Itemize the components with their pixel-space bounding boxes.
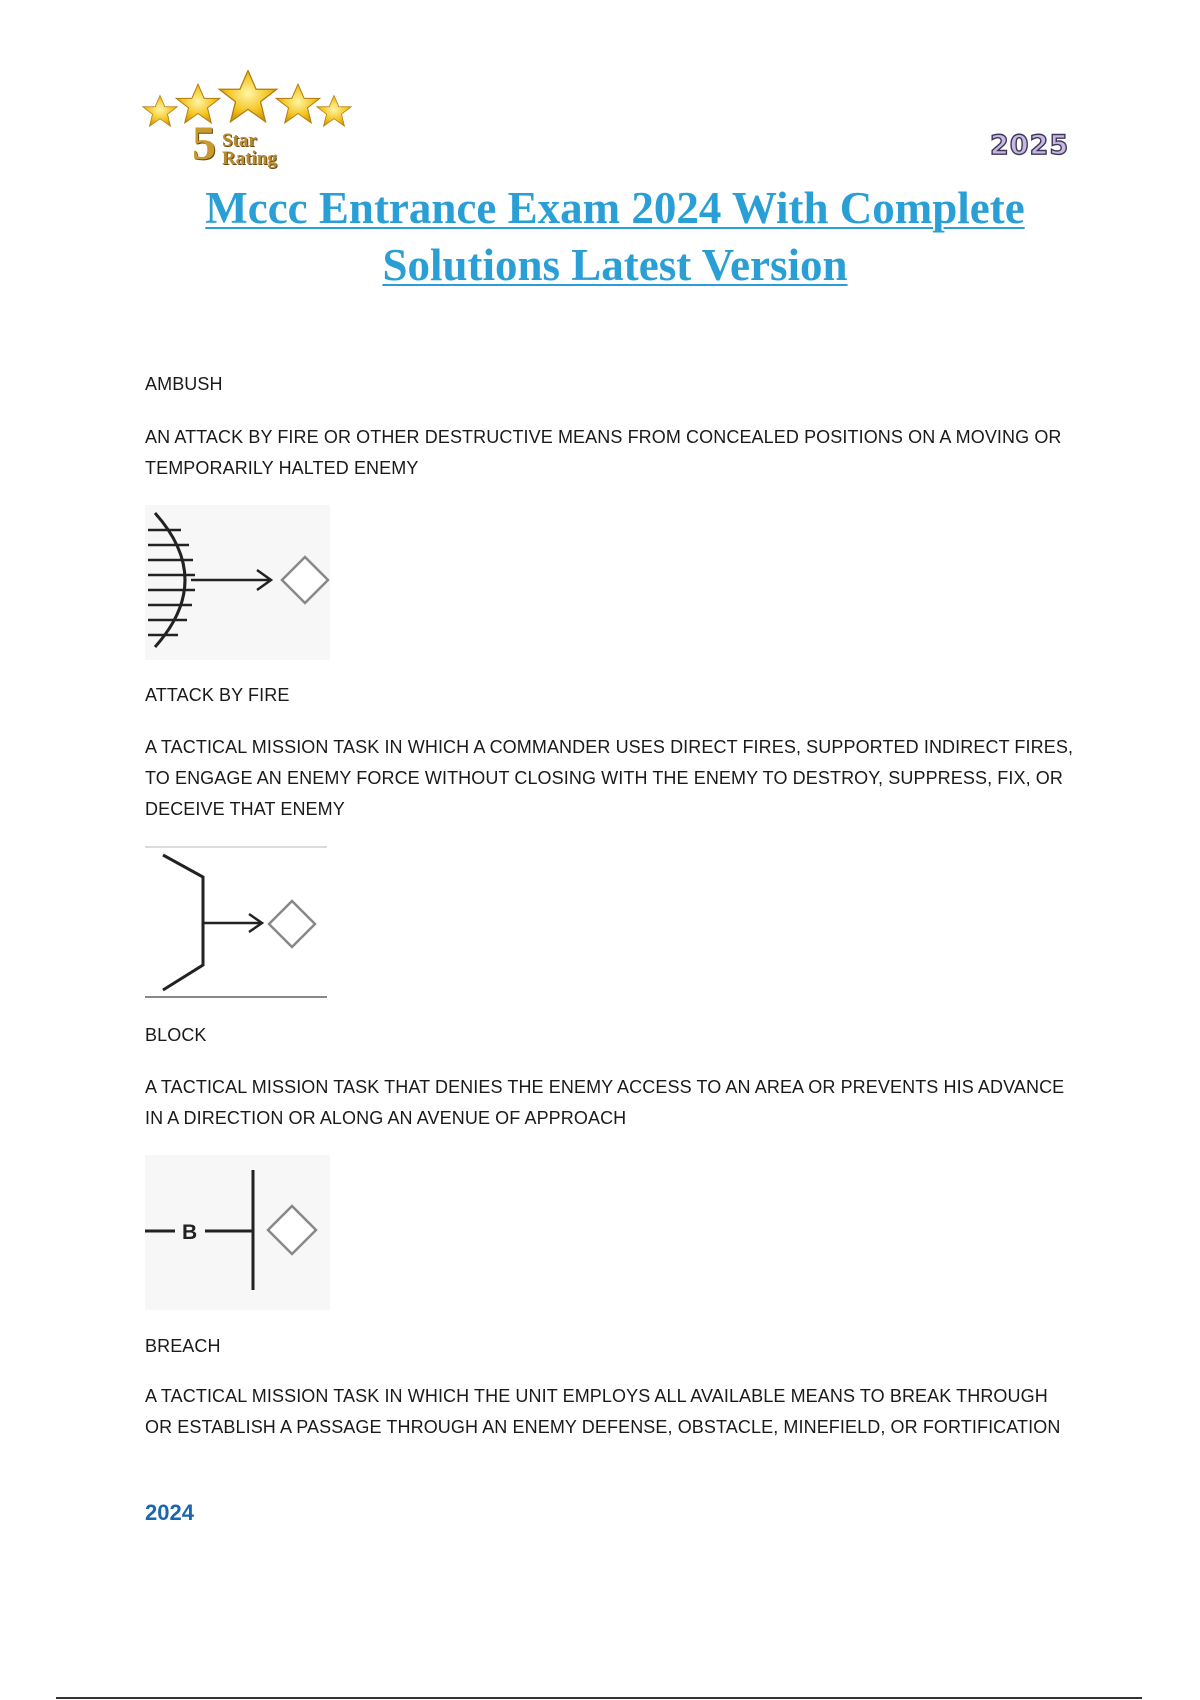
stars-icon xyxy=(140,70,360,130)
definition-line: A TACTICAL MISSION TASK IN WHICH THE UNIT EMPLOYS ALL AVAILABLE MEANS TO BREAK THROUGH xyxy=(145,1386,1048,1406)
definition-attack-by-fire xyxy=(145,732,1085,825)
definition-block xyxy=(145,1072,1085,1134)
term-attack-by-fire: ATTACK BY FIRE xyxy=(145,685,290,705)
definition-line: DECEIVE THAT ENEMY xyxy=(145,799,345,819)
title-line-2: Solutions Latest Version xyxy=(382,240,848,290)
footer-year: 2024 xyxy=(145,1500,194,1525)
definition-line: A TACTICAL MISSION TASK THAT DENIES THE ENEMY ACCESS TO AN AREA OR PREVENTS HIS ADVANCE xyxy=(145,1077,1065,1097)
definition-breach xyxy=(145,1381,1085,1443)
attack-by-fire-symbol xyxy=(145,845,330,1000)
star-icon xyxy=(219,71,277,122)
definition-line: AN ATTACK BY FIRE OR OTHER DESTRUCTIVE MEANS FROM CONCEALED POSITIONS ON A MOVING OR xyxy=(145,427,1062,447)
page-title xyxy=(120,180,1110,294)
definition-ambush xyxy=(145,422,1085,484)
definition-line: A TACTICAL MISSION TASK IN WHICH A COMMANDER USES DIRECT FIRES, SUPPORTED INDIRECT FIRES, xyxy=(145,737,1074,757)
star-icon xyxy=(317,96,352,127)
ambush-symbol xyxy=(145,505,330,660)
title-line-1: Mccc Entrance Exam 2024 With Complete xyxy=(205,183,1025,233)
block-symbol-label: B xyxy=(182,1221,198,1244)
term-block: BLOCK xyxy=(145,1025,207,1045)
definition-line: TEMPORARILY HALTED ENEMY xyxy=(145,458,419,478)
definition-line: TO ENGAGE AN ENEMY FORCE WITHOUT CLOSING WITH THE ENEMY TO DESTROY, SUPPRESS, FIX, OR xyxy=(145,768,1063,788)
star-icon xyxy=(143,96,178,127)
logo-line-2: Rating xyxy=(222,148,277,169)
star-icon xyxy=(276,84,320,123)
logo-number: 5 xyxy=(192,117,216,170)
five-star-rating-logo xyxy=(140,70,360,170)
term-breach: BREACH xyxy=(145,1336,221,1356)
year-badge: 2025 xyxy=(990,130,1070,161)
page-divider xyxy=(56,1697,1142,1699)
definition-line: OR ESTABLISH A PASSAGE THROUGH AN ENEMY DEFENSE, OBSTACLE, MINEFIELD, OR FORTIFICATION xyxy=(145,1417,1061,1437)
logo-line-1: Star xyxy=(222,130,257,151)
term-ambush: AMBUSH xyxy=(145,374,223,394)
block-symbol xyxy=(145,1155,330,1310)
definition-line: IN A DIRECTION OR ALONG AN AVENUE OF APPROACH xyxy=(145,1108,627,1128)
